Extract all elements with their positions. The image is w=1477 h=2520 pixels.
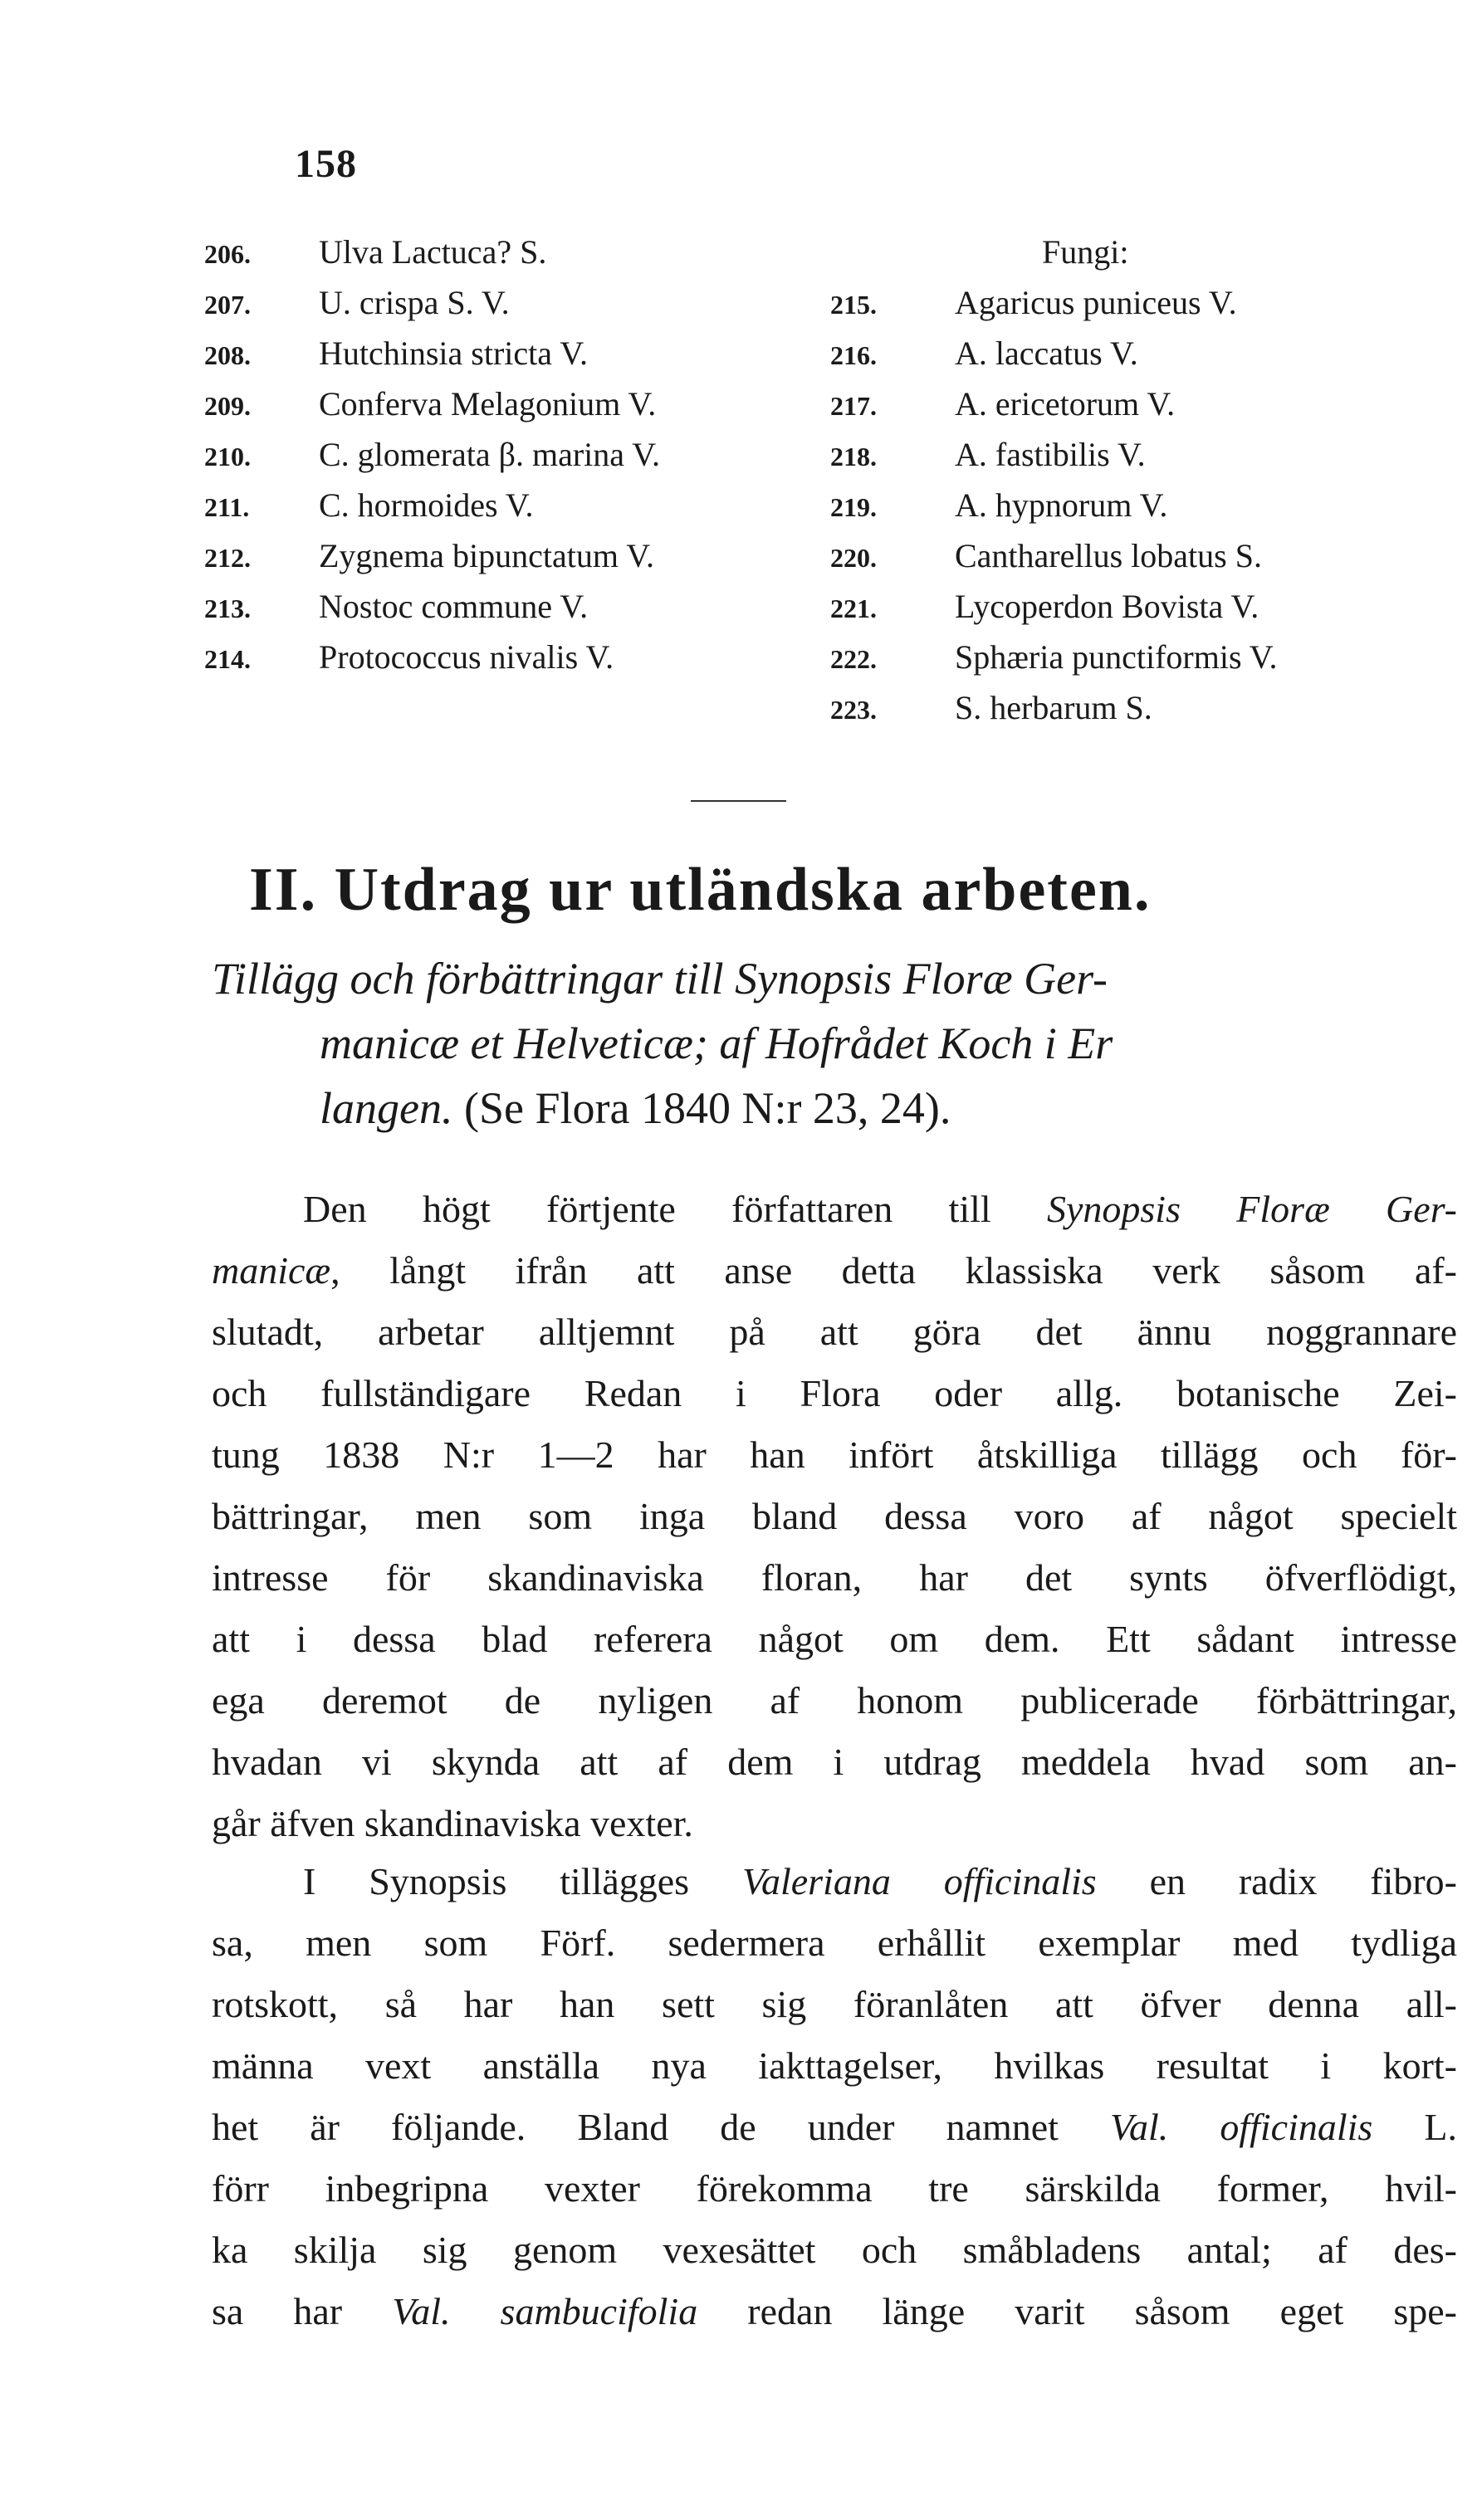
text-line: ega deremot de nyligen af honom publicerade förbättringar,	[212, 1679, 1457, 1722]
entry-number: 216.	[830, 340, 877, 370]
text-line	[212, 2097, 1457, 2158]
text-line: att i dessa blad referera något om dem. Ett sådant intresse	[212, 1618, 1457, 1660]
text-italic: Val. sambucifolia	[392, 2290, 698, 2332]
text-run: sa har	[212, 2290, 393, 2332]
entry-number: 207.	[204, 290, 251, 320]
text-italic: manicæ	[212, 1249, 331, 1292]
entry-text: C. glomerata β. marina V.	[319, 436, 661, 473]
text-line	[212, 2281, 1457, 2342]
entry-text: S. herbarum S.	[955, 689, 1152, 726]
text-line: intresse för skandinaviska floran, har det synts öfverflödigt,	[212, 1556, 1457, 1599]
text-line: och fullständigare Redan i Flora oder allg. botanische Zei-	[212, 1372, 1457, 1414]
intro-line	[212, 1076, 1457, 1140]
page-number: 158	[295, 142, 357, 186]
entry-number: 221.	[830, 593, 877, 623]
list-item	[830, 283, 1411, 334]
text-line: bättringar, men som inga bland dessa voro af något specielt	[212, 1495, 1457, 1537]
text-run: I Synopsis tillägges	[303, 1860, 742, 1902]
species-list-left	[204, 232, 802, 688]
text-italic: Synopsis Floræ Ger-	[1046, 1188, 1457, 1230]
list-item	[830, 334, 1411, 384]
entry-number: 209.	[204, 391, 251, 421]
section-divider	[691, 800, 786, 802]
text-italic: Valeriana officinalis	[741, 1860, 1097, 1902]
list-item	[204, 435, 802, 486]
section-title: II. Utdrag ur utländska arbeten.	[249, 856, 1152, 924]
text-line: tung 1838 N:r 1—2 har han infört åtskilliga tillägg och för-	[212, 1433, 1457, 1476]
entry-number: 208.	[204, 340, 251, 370]
entry-number: 210.	[204, 442, 251, 471]
entry-number: 212.	[204, 543, 251, 573]
entry-text: A. fastibilis V.	[955, 436, 1146, 473]
text-line	[212, 1851, 1457, 1912]
list-item	[830, 688, 1411, 739]
species-list-right	[830, 232, 1411, 739]
list-item	[204, 334, 802, 384]
text-italic: Val. officinalis	[1109, 2106, 1373, 2148]
text-line	[212, 1179, 1457, 1240]
text-line: rotskott, så har han sett sig föranlåten att öfver denna all-	[212, 1983, 1457, 2025]
text-line	[212, 1240, 1457, 1302]
entry-text: A. ericetorum V.	[955, 385, 1176, 422]
entry-number: 219.	[830, 492, 877, 522]
entry-text: Zygnema bipunctatum V.	[319, 537, 655, 574]
entry-number: 206.	[204, 239, 251, 269]
intro-italic: Tillägg och förbättringar till Synopsis Floræ Ger-	[212, 954, 1108, 1004]
list-item	[204, 587, 802, 637]
entry-text: Protococcus nivalis V.	[319, 638, 614, 676]
list-item	[830, 587, 1411, 637]
text-line: går äfven skandinaviska vexter.	[212, 1802, 693, 1844]
text-line: sa, men som Förf. sedermera erhållit exemplar med tydliga	[212, 1922, 1457, 1964]
entry-number: 213.	[204, 593, 251, 623]
intro-line	[212, 946, 1457, 1011]
list-item	[204, 384, 802, 435]
entry-number: 220.	[830, 543, 877, 573]
text-run: Den högt förtjente författaren till	[303, 1188, 1047, 1230]
list-item	[204, 536, 802, 587]
entry-text: Agaricus puniceus V.	[955, 284, 1237, 321]
list-item	[830, 384, 1411, 435]
text-run: redan länge varit såsom eget spe-	[697, 2290, 1457, 2332]
entry-text: Hutchinsia stricta V.	[319, 335, 589, 372]
entry-number: 218.	[830, 442, 877, 471]
intro-line	[212, 1011, 1457, 1076]
list-item	[830, 486, 1411, 536]
entry-text: Conferva Melagonium V.	[319, 385, 657, 422]
entry-text: Nostoc commune V.	[319, 588, 589, 625]
entry-text: Lycoperdon Bovista V.	[955, 588, 1259, 625]
text-run: , långt ifrån att anse detta klassiska verk såsom af-	[330, 1249, 1457, 1292]
text-run: en radix fibro-	[1096, 1860, 1457, 1902]
intro-citation: (Se Flora 1840 N:r 23, 24).	[452, 1083, 951, 1133]
fungi-heading: Fungi:	[1042, 233, 1129, 271]
entry-number: 222.	[830, 644, 877, 674]
list-item	[830, 637, 1411, 688]
entry-text: C. hormoides V.	[319, 486, 534, 524]
entry-text: Cantharellus lobatus S.	[955, 537, 1262, 574]
intro-italic: langen.	[320, 1083, 453, 1133]
text-line: ka skilja sig genom vexesättet och småbladens antal; af des-	[212, 2229, 1457, 2271]
text-line: hvadan vi skynda att af dem i utdrag meddela hvad som an-	[212, 1741, 1457, 1783]
entry-text: A. laccatus V.	[955, 335, 1138, 372]
paragraph-2	[212, 1851, 1457, 2342]
list-item	[204, 486, 802, 536]
entry-text: U. crispa S. V.	[319, 284, 510, 321]
entry-number: 217.	[830, 391, 877, 421]
text-line: förr inbegripna vexter förekomma tre särskilda former, hvil-	[212, 2167, 1457, 2210]
list-item	[204, 637, 802, 688]
text-line: slutadt, arbetar alltjemnt på att göra det ännu noggrannare	[212, 1311, 1457, 1353]
entry-number: 214.	[204, 644, 251, 674]
text-line: männa vext anställa nya iakttagelser, hvilkas resultat i kort-	[212, 2044, 1457, 2087]
list-item	[830, 435, 1411, 486]
text-run: het är följande. Bland de under namnet	[212, 2106, 1110, 2148]
entry-text: A. hypnorum V.	[955, 486, 1168, 524]
entry-text: Sphæria punctiformis V.	[955, 638, 1278, 676]
text-run: L.	[1372, 2106, 1457, 2148]
paragraph-1	[212, 1179, 1457, 1854]
entry-number: 223.	[830, 695, 877, 725]
list-item	[204, 232, 802, 283]
entry-number: 215.	[830, 290, 877, 320]
entry-number: 211.	[204, 492, 250, 522]
article-intro	[212, 946, 1457, 1140]
entry-text: Ulva Lactuca? S.	[319, 233, 547, 271]
intro-italic: manicæ et Helveticæ; af Hofrådet Koch i Er	[320, 1018, 1113, 1068]
list-item	[204, 283, 802, 334]
list-item	[830, 536, 1411, 587]
